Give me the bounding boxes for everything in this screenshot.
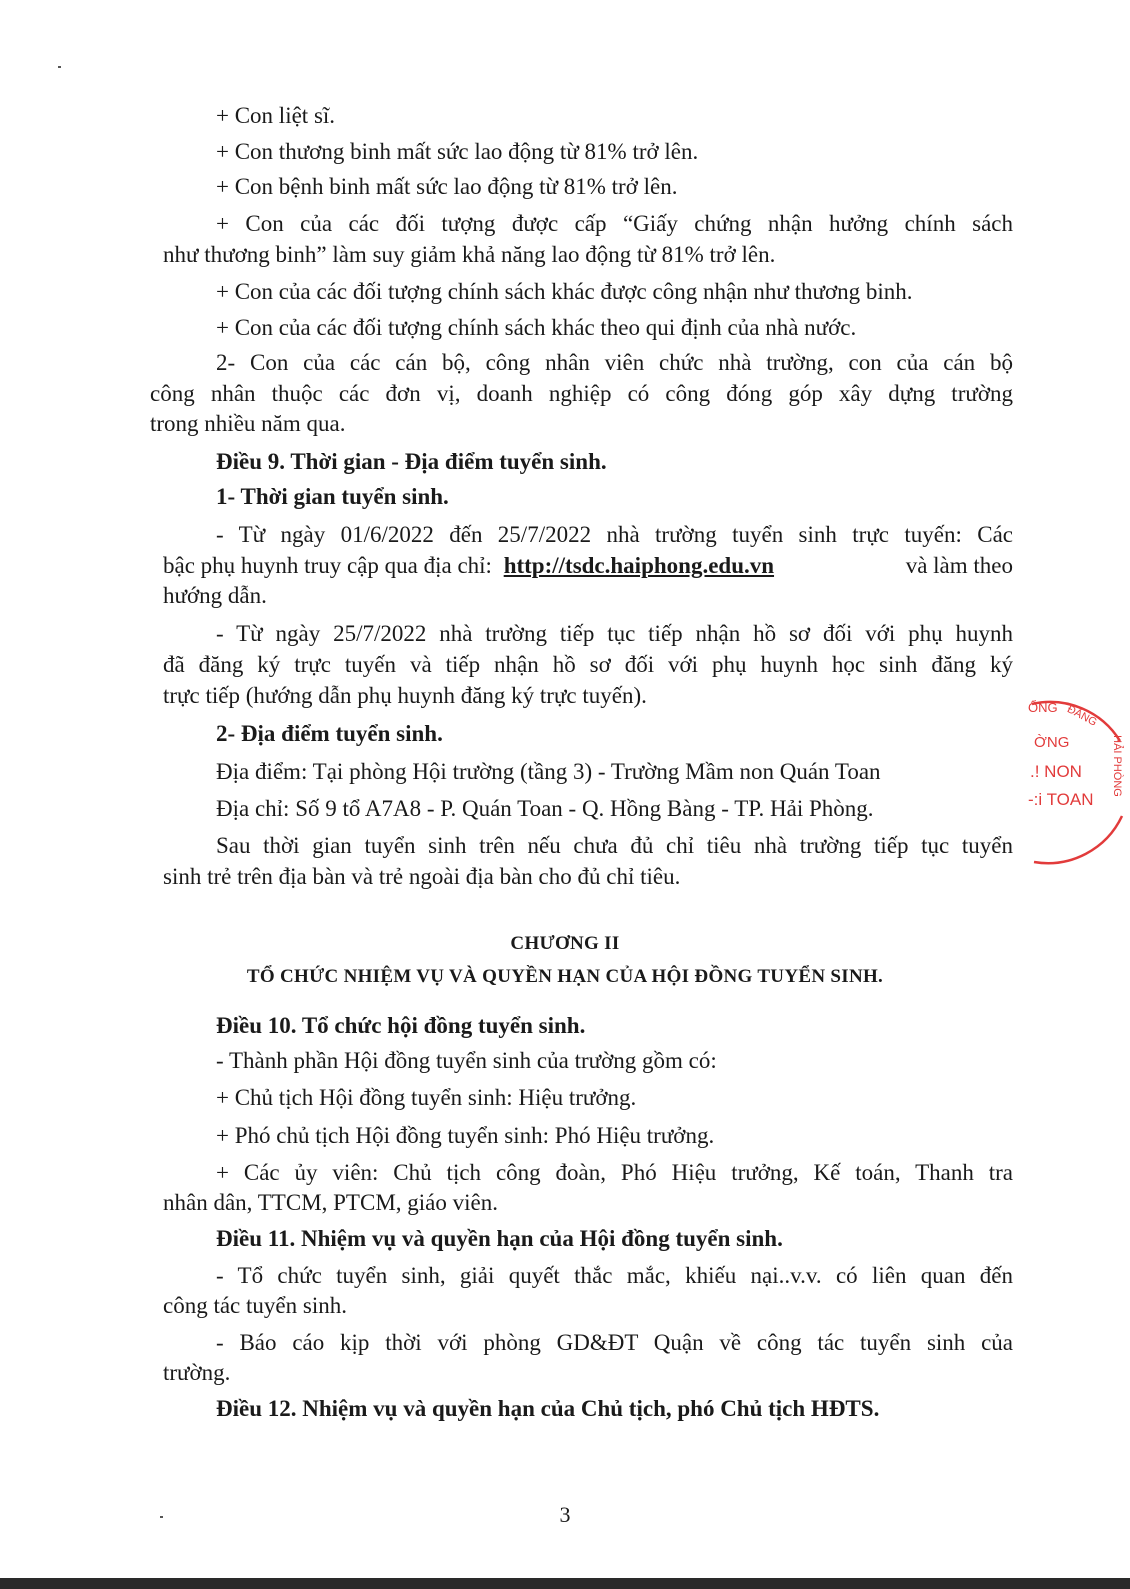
item-policy-line1: + Con của các đối tượng được cấp “Giấy chứng nhận hưởng chính sách bbox=[216, 211, 1013, 236]
article-9-subheading-time: 1- Thời gian tuyển sinh. bbox=[216, 484, 449, 509]
article-12-title: Điều 12. Nhiệm vụ và quyền hạn của Chủ tịch, phó Chủ tịch HĐTS. bbox=[216, 1396, 880, 1421]
chapter-title: CHƯƠNG II bbox=[510, 933, 620, 954]
a10-members-line2: nhân dân, TTCM, PTCM, giáo viên. bbox=[163, 1190, 498, 1215]
a9-p2-line2: đã đăng ký trực tuyến và tiếp nhận hồ sơ đối với phụ huynh học sinh đăng ký bbox=[163, 652, 1013, 677]
article-11-title: Điều 11. Nhiệm vụ và quyền hạn của Hội đồng tuyển sinh. bbox=[216, 1226, 783, 1251]
admissions-url-link[interactable]: http://tsdc.haiphong.edu.vn bbox=[503, 553, 775, 578]
a10-vice-chair: + Phó chủ tịch Hội đồng tuyển sinh: Phó Hiệu trưởng. bbox=[216, 1123, 715, 1148]
a9-p1-line2-post: và làm theo bbox=[905, 553, 1013, 578]
a9-p2-line1: - Từ ngày 25/7/2022 nhà trường tiếp tục tiếp nhận hồ sơ đối với phụ huynh bbox=[216, 621, 1013, 646]
chapter-subtitle: TỔ CHỨC NHIỆM VỤ VÀ QUYỀN HẠN CỦA HỘI ĐỒNG TUYỂN SINH. bbox=[246, 966, 884, 987]
a9-address: Địa chỉ: Số 9 tổ A7A8 - P. Quán Toan - Q. Hồng Bàng - TP. Hải Phòng. bbox=[216, 796, 874, 821]
item-martyr-child: + Con liệt sĩ. bbox=[216, 103, 336, 128]
para2-line1: 2- Con của các cán bộ, công nhân viên chức nhà trường, con của cán bộ bbox=[216, 350, 1013, 375]
scan-speck bbox=[58, 66, 61, 68]
seal-fragment-2: ỜNG bbox=[1034, 734, 1070, 751]
a9-p3-line2: sinh trẻ trên địa bàn và trẻ ngoài địa bàn cho đủ chỉ tiêu. bbox=[163, 864, 681, 889]
a10-intro: - Thành phần Hội đồng tuyển sinh của trường gồm có: bbox=[216, 1048, 717, 1073]
a9-place: Địa điểm: Tại phòng Hội trường (tầng 3) - Trường Mầm non Quán Toan bbox=[216, 759, 881, 784]
a11-p1-line2: công tác tuyển sinh. bbox=[163, 1293, 347, 1318]
seal-fragment-6: HẢI PHÒNG bbox=[1110, 735, 1123, 797]
red-seal-stamp bbox=[1022, 696, 1130, 866]
a10-members-line1: + Các ủy viên: Chủ tịch công đoàn, Phó Hiệu trưởng, Kế toán, Thanh tra bbox=[216, 1160, 1013, 1185]
a11-p2-line2: trường. bbox=[163, 1360, 231, 1385]
article-10-title: Điều 10. Tổ chức hội đồng tuyển sinh. bbox=[216, 1013, 586, 1038]
page-number: 3 bbox=[559, 1502, 571, 1527]
a9-p1-line2 bbox=[163, 551, 1013, 581]
a9-p2-line3: trực tiếp (hướng dẫn phụ huynh đăng ký trực tuyến). bbox=[163, 683, 647, 708]
a9-p1-line2-pre: bậc phụ huynh truy cập qua địa chỉ: bbox=[163, 553, 492, 578]
seal-fragment-3: .! NON bbox=[1030, 762, 1082, 781]
item-sick-soldier-child: + Con bệnh binh mất sức lao động từ 81% trở lên. bbox=[216, 174, 678, 199]
item-other-policy-2: + Con của các đối tượng chính sách khác theo qui định của nhà nước. bbox=[216, 315, 857, 340]
a11-p2-line1: - Báo cáo kịp thời với phòng GD&ĐT Quận về công tác tuyển sinh của bbox=[216, 1330, 1013, 1355]
a11-p1-line1: - Tổ chức tuyển sinh, giải quyết thắc mắc, khiếu nại..v.v. có liên quan đến bbox=[216, 1263, 1013, 1288]
seal-fragment-1: ỔNG bbox=[1028, 700, 1058, 715]
para2-line2: công nhân thuộc các đơn vị, doanh nghiệp có công đóng góp xây dựng trường bbox=[150, 381, 1013, 406]
a9-p1-line1: - Từ ngày 01/6/2022 đến 25/7/2022 nhà trường tuyển sinh trực tuyến: Các bbox=[216, 522, 1013, 547]
a9-p1-line3: hướng dẫn. bbox=[163, 583, 267, 608]
seal-fragment-4: -:i TOAN bbox=[1028, 790, 1094, 809]
scan-speck bbox=[160, 1516, 163, 1518]
para2-line3: trong nhiều năm qua. bbox=[150, 411, 346, 436]
scan-bottom-edge bbox=[0, 1578, 1130, 1589]
item-policy-line2: như thương binh” làm suy giảm khả năng lao động từ 81% trở lên. bbox=[163, 242, 776, 267]
seal-fragment-5: ĐẲNG bbox=[1065, 703, 1099, 729]
item-war-invalid-child: + Con thương binh mất sức lao động từ 81% trở lên. bbox=[216, 139, 699, 164]
article-9-subheading-place: 2- Địa điểm tuyển sinh. bbox=[216, 721, 443, 746]
a10-chair: + Chủ tịch Hội đồng tuyển sinh: Hiệu trưởng. bbox=[216, 1085, 637, 1110]
a9-p3-line1: Sau thời gian tuyển sinh trên nếu chưa đủ chỉ tiêu nhà trường tiếp tục tuyển bbox=[216, 833, 1013, 858]
article-9-title: Điều 9. Thời gian - Địa điểm tuyển sinh. bbox=[216, 449, 607, 474]
item-other-policy-1: + Con của các đối tượng chính sách khác được công nhận như thương binh. bbox=[216, 279, 913, 304]
